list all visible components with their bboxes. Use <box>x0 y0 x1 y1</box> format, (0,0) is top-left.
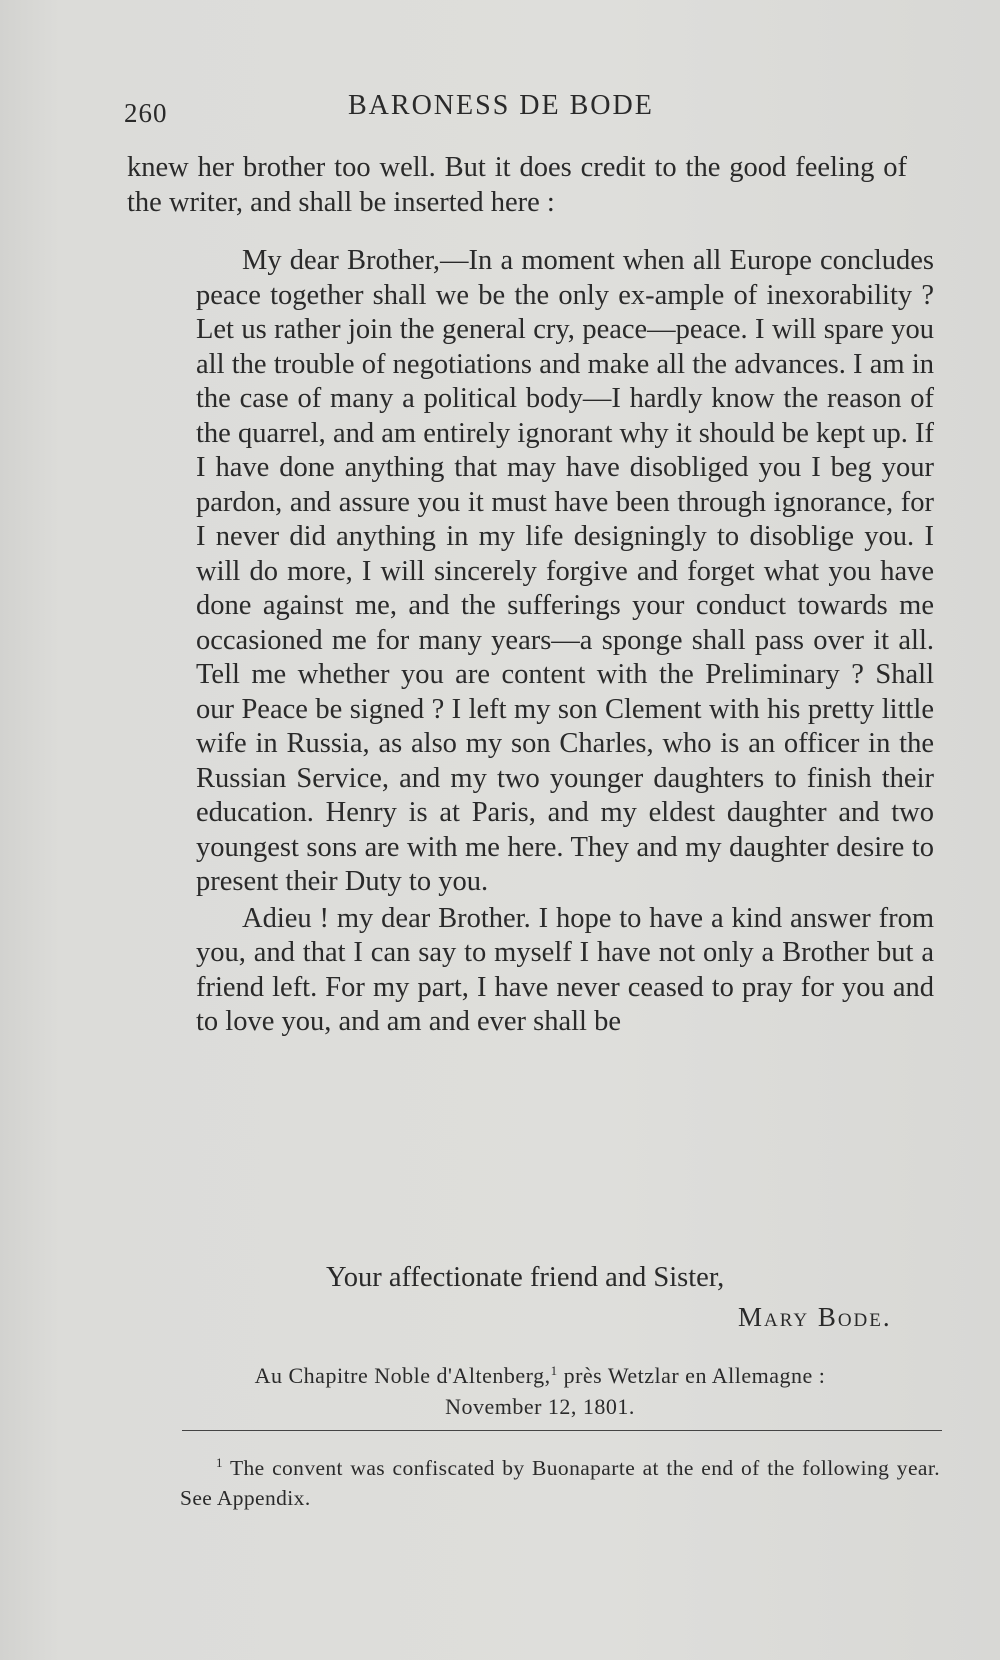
letter-block <box>196 244 934 1040</box>
page-number: 260 <box>124 98 168 128</box>
dateline-place-text-2: près Wetzlar en Allemagne : <box>557 1363 826 1388</box>
letter-closing: Your affectionate friend and Sister, <box>326 1262 725 1293</box>
dateline <box>190 1355 890 1422</box>
page-header <box>124 88 924 128</box>
footnote-text: The convent was confiscated by Buonaparte at the end of the following year. See Appendix. <box>180 1456 940 1510</box>
dateline-place-text: Au Chapitre Noble d'Altenberg, <box>254 1363 551 1388</box>
dateline-place <box>190 1355 890 1391</box>
footnote-rule <box>182 1430 942 1431</box>
footnote-marker: 1 <box>216 1455 223 1470</box>
dateline-date: November 12, 1801. <box>445 1394 635 1419</box>
letter-paragraph: My dear Brother,—In a moment when all Europe concludes peace together shall we be the only ex-ample of inexorability ? Let us rather join the general cry, peace—peace. I will spare you all the trouble of negotiations and make all the advances. I am in the case of many a political body—I hardly know the reason of the quarrel, and am entirely ignorant why it should be kept up. If I have done anything that may have disobliged you I beg your pardon, and assure you it must have been through ignorance, for I never did anything in my life designingly to disoblige you. I will do more, I will sincerely forgive and forget what you have done against me, and the sufferings your conduct towards me occasioned me for many years—a sponge shall pass over it all. Tell me whether you are content with the Preliminary ? Shall our Peace be signed ? I left my son Clement with his pretty little wife in Russia, as also my son Charles, who is an officer in the Russian Service, and my two younger daughters to finish their education. Henry is at Paris, and my eldest daughter and two youngest sons are with me here. They and my daughter desire to present their Duty to you. <box>196 245 934 897</box>
footnote-reference: 1 <box>550 1363 558 1378</box>
letter-paragraph: Adieu ! my dear Brother. I hope to have a kind answer from you, and that I can say to myself I have not only a Brother but a friend left. For my part, I have never ceased to pray for you and to love you, and am and ever shall be <box>196 902 934 1037</box>
intro-paragraph: knew her brother too well. But it does credit to the good feeling of the writer, and shall be inserted here : <box>127 152 907 218</box>
running-head: BARONESS DE BODE <box>348 90 654 121</box>
letter-signature: Mary Bode. <box>738 1302 892 1332</box>
footnote <box>180 1448 940 1513</box>
